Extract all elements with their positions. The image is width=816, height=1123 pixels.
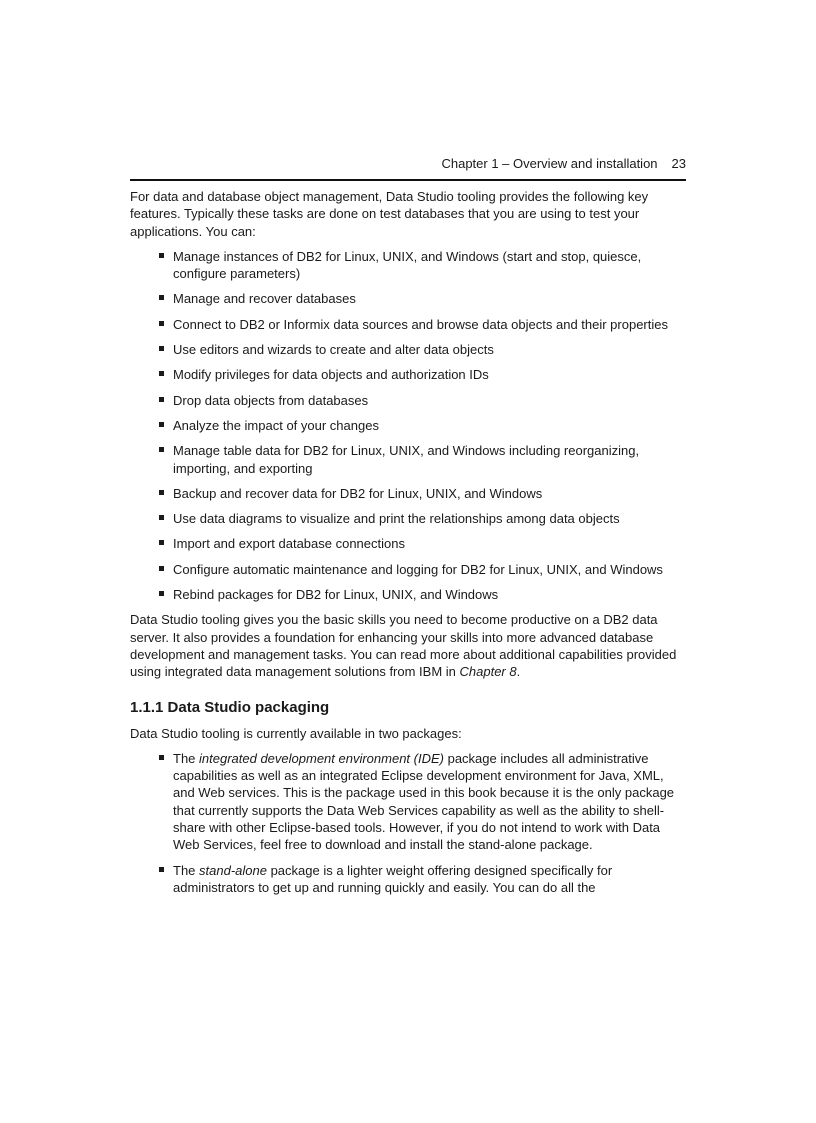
list-item-text: Connect to DB2 or Informix data sources and browse data objects and their properties [173, 316, 668, 332]
list-item [130, 510, 686, 527]
bullet-icon [159, 591, 164, 596]
list-item-text: Use editors and wizards to create and alter data objects [173, 342, 494, 358]
list-item-text: Manage table data for DB2 for Linux, UNIX, and Windows including reorganizing, importing, and exporting [173, 443, 640, 476]
list-item-text: Modify privileges for data objects and authorization IDs [173, 367, 489, 383]
list-item [130, 561, 686, 578]
bullet-icon [159, 397, 164, 402]
bullet-icon [159, 867, 164, 872]
bullet-icon [159, 253, 164, 258]
bullet-icon [159, 321, 164, 326]
page-body [130, 188, 686, 904]
bullet-icon [159, 447, 164, 452]
list-item [130, 290, 686, 307]
bullet-icon [159, 566, 164, 571]
list-item [130, 485, 686, 502]
list-item [130, 442, 686, 477]
list-item [130, 392, 686, 409]
bullet-icon [159, 540, 164, 545]
list-item [130, 535, 686, 552]
running-header [130, 156, 686, 172]
package-list [130, 750, 686, 896]
list-item [130, 417, 686, 434]
intro-paragraph: For data and database object management, Data Studio tooling provides the following key features. Typically these tasks are done on test databases that you are using to test your applications. You can: [130, 189, 649, 239]
section-heading: 1.1.1 Data Studio packaging [130, 698, 330, 716]
bullet-icon [159, 346, 164, 351]
summary-paragraph: Data Studio tooling gives you the basic skills you need to become productive on a DB2 data server. It also provides a foundation for enhancing your skills into more advanced database development and management tasks. You can read more about additional capabilities provided using integrated data management solutions from IBM in Chapter 8. [130, 612, 677, 680]
bullet-icon [159, 755, 164, 760]
list-item [130, 586, 686, 603]
list-item-text: Configure automatic maintenance and logging for DB2 for Linux, UNIX, and Windows [173, 561, 663, 577]
section-intro: Data Studio tooling is currently available in two packages: [130, 725, 462, 741]
list-item [130, 248, 686, 283]
list-item-text: Rebind packages for DB2 for Linux, UNIX, and Windows [173, 587, 499, 603]
list-item-text: Use data diagrams to visualize and print the relationships among data objects [173, 511, 620, 527]
list-item-text: Import and export database connections [173, 536, 405, 552]
list-item-text: Manage instances of DB2 for Linux, UNIX, and Windows (start and stop, quiesce, configure parameters) [173, 248, 642, 282]
list-item: The stand-alone package is a lighter weight offering designed specifically for administrators to get up and running quickly and easily. You can do all the [130, 862, 686, 897]
chapter-title: Chapter 1 – Overview and installation [441, 156, 658, 171]
bullet-icon [159, 515, 164, 520]
list-item [130, 341, 686, 358]
bullet-icon [159, 295, 164, 300]
bullet-icon [159, 371, 164, 376]
bullet-icon [159, 490, 164, 495]
feature-list [130, 248, 686, 603]
list-item: The integrated development environment (IDE) package includes all administrative capabilities as well as an integrated Eclipse development environment for Java, XML, and Web services. This is the package used in this book because it is the only package that currently supports the Data Web Services capability as well as the ability to shell-share with other Eclipse-based tools. However, if you do not intend to work with Data Web Services, feel free to download and install the stand-alone package. [130, 750, 686, 854]
header-rule [130, 179, 686, 181]
package-name: stand-alone [199, 862, 267, 878]
list-item-text: Backup and recover data for DB2 for Linux, UNIX, and Windows [173, 485, 543, 501]
page-number: 23 [671, 156, 686, 171]
package-name: integrated development environment (IDE) [199, 750, 444, 766]
chapter-reference: Chapter 8 [459, 664, 517, 680]
list-item-text: Drop data objects from databases [173, 392, 369, 408]
list-item [130, 366, 686, 383]
list-item-text: Manage and recover databases [173, 291, 356, 307]
bullet-icon [159, 422, 164, 427]
list-item-text: Analyze the impact of your changes [173, 417, 379, 433]
list-item [130, 316, 686, 333]
